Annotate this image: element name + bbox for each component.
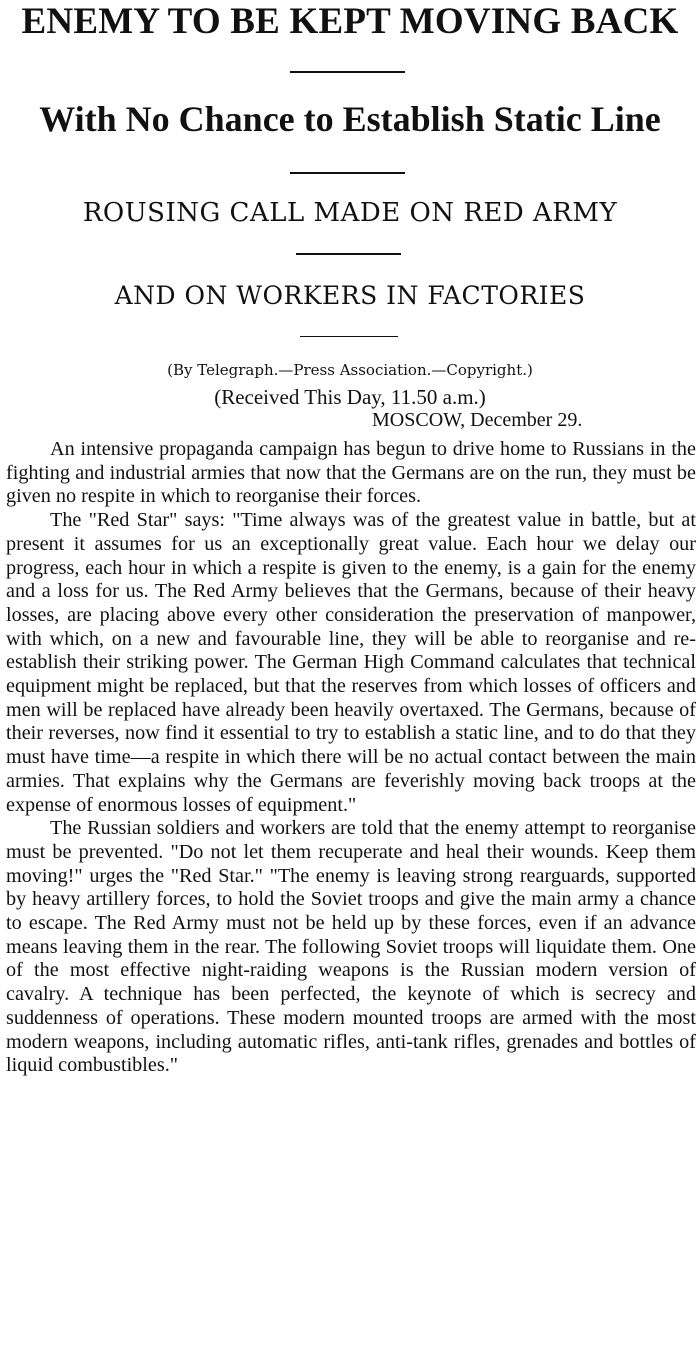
dateline: MOSCOW, December 29. <box>372 409 583 431</box>
article-body <box>6 438 696 1078</box>
received-time: (Received This Day, 11.50 a.m.) <box>214 385 486 409</box>
paragraph: An intensive propaganda campaign has begun to drive home to Russians in the fighting and industrial armies that now that the Germans are on the run, they must be given no respite in which to reorganise their forces. <box>6 438 696 508</box>
paragraph: The "Red Star" says: "Time always was of the greatest value in battle, but at present it assumes for us an exceptionally great value. Each hour we delay our progress, each hour in which a respite is given to the enemy, is a gain for the enemy and a loss for us. The Red Army believes that the Germans, because of their heavy losses, are placing above every other consideration the preservation of manpower, with which, on a new and favourable line, they will be able to reorganise and re-establish their striking power. The German High Command calculates that technical equipment might be replaced, but that the reserves from which losses of officers and men will be replaced have already been heavily overtaxed. The Germans, because of their reverses, now find it essential to try to establish a static line, and to do that they must have time—a respite in which there will be no actual contact between the main armies. That explains why the Germans are feverishly moving back troops at the expense of enormous losses of equipment." <box>6 509 696 816</box>
divider-rule <box>290 71 405 73</box>
paragraph: The Russian soldiers and workers are told that the enemy attempt to reorganise must be prevented. "Do not let them recuperate and heal their wounds. Keep them moving!" urges the "Red Star." "The enemy is leaving strong rearguards, supported by heavy artillery forces, to hold the Soviet troops and give the main army a chance to escape. The Red Army must not be held up by these forces, even if an advance means leaving them in the rear. The following Soviet troops will liquidate them. One of the most effective night-raiding weapons is the Russian modern version of cavalry. A technique has been perfected, the keynote of which is secrecy and suddenness of operations. These modern mounted troops are armed with the most modern weapons, including automatic rifles, anti-tank rifles, grenades and bottles of liquid combustibles." <box>6 817 696 1077</box>
headline-tertiary: ROUSING CALL MADE ON RED ARMY <box>82 198 618 228</box>
headline-secondary: With No Chance to Establish Static Line <box>39 99 661 139</box>
divider-rule <box>300 336 398 337</box>
headline-primary: ENEMY TO BE KEPT MOVING BACK <box>21 1 679 42</box>
wire-credit: (By Telegraph.—Press Association.—Copyright.) <box>167 361 533 379</box>
headline-quaternary: AND ON WORKERS IN FACTORIES <box>114 281 586 310</box>
divider-rule <box>290 172 405 174</box>
divider-rule <box>296 253 401 255</box>
